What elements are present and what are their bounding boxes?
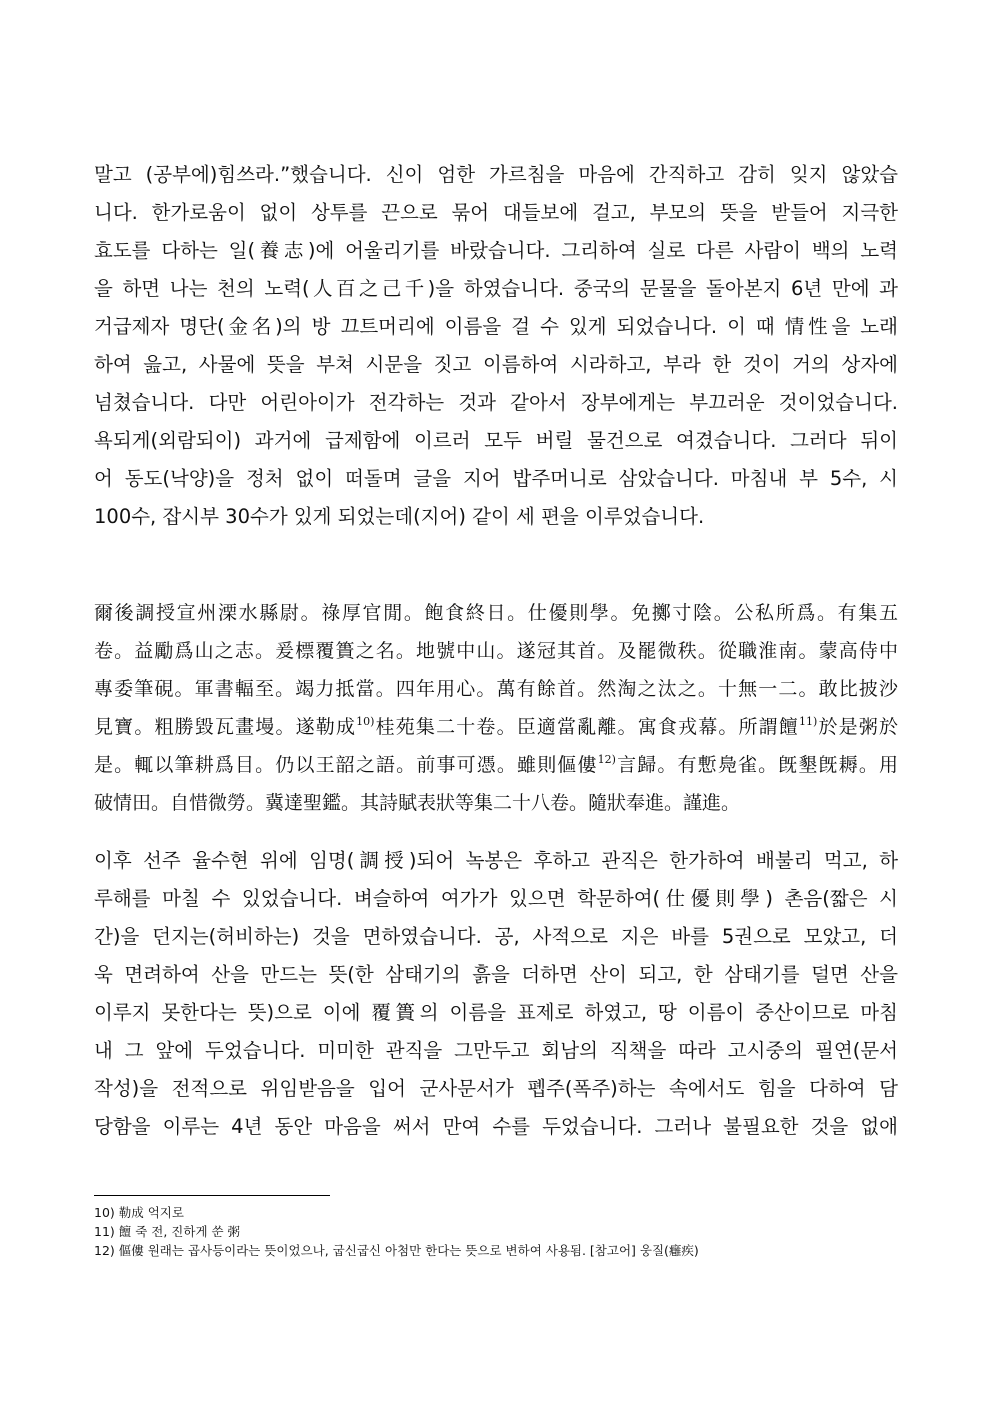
footnote-ref-11[interactable]: 11) — [799, 715, 818, 728]
text-line: 간)을 던지는(허비하는) 것을 면하였습니다. 공, 사적으로 지은 바를 5권으로 모았고, 더 — [94, 925, 898, 948]
text-line: 이후 선주 율수현 위에 임명(調授)되어 녹봉은 후하고 관직은 한가하여 배불리 먹고, 하 — [94, 849, 898, 872]
footnote-11: 11) 饘 죽 전, 진하게 쑨 粥 — [94, 1224, 241, 1239]
text-line: 당함을 이루는 4년 동안 마음을 써서 만여 수를 두었습니다. 그러나 불필요한 것을 없애 — [94, 1115, 898, 1138]
footnote-ref-12[interactable]: 12) — [597, 753, 616, 766]
text-line: 욕되게(외람되이) 과거에 급제함에 이르러 모두 버릴 물건으로 여겼습니다. 그러다 뒤이 — [94, 429, 898, 452]
hanja-line: 專委筆硯。軍書輻至。竭力抵當。四年用心。萬有餘首。然淘之汰之。十無一二。敢比披沙 — [94, 678, 898, 700]
text-line: 100수, 잡시부 30수가 있게 되었는데(지어) 같이 세 편을 이루었습니다. — [94, 505, 705, 528]
hanja-line — [94, 708, 898, 746]
footnotes — [94, 1203, 898, 1260]
text-line: 넘쳤습니다. 다만 어린아이가 전각하는 것과 같아서 장부에게는 부끄러운 것이었습니다. — [94, 391, 898, 414]
text-line: 이루지 못한다는 뜻)으로 이에 覆簣의 이름을 표제로 하였고, 땅 이름이 중산이므로 마침 — [94, 1001, 898, 1024]
text-line: 하여 읊고, 사물에 뜻을 부쳐 시문을 짓고 이름하여 시라하고, 부라 한 것이 거의 상자에 — [94, 353, 898, 376]
footnote-ref-10[interactable]: 10) — [356, 715, 375, 728]
text-line: 효도를 다하는 일(養志)에 어울리기를 바랐습니다. 그리하여 실로 다른 사람이 백의 노력 — [94, 239, 898, 262]
hanja-segment: 是。輒以筆耕爲目。仍以王韶之語。前事可憑。雖則傴僂 — [94, 754, 598, 776]
korean-paragraph-1 — [94, 156, 898, 536]
hanja-segment: 言歸。有慙鳧雀。旣墾旣耨。用 — [615, 754, 898, 776]
text-line: 어 동도(낙양)을 정처 없이 떠돌며 글을 지어 밥주머니로 삼았습니다. 마침내 부 5수, 시 — [94, 467, 898, 490]
text-line: 루해를 마칠 수 있었습니다. 벼슬하여 여가가 있으면 학문하여(仕優則學) 촌음(짧은 시 — [94, 887, 898, 910]
hanja-line: 破情田。自惜微勞。冀達聖鑑。其詩賦表狀等集二十八卷。隨狀奉進。謹進。 — [94, 792, 741, 814]
hanja-segment: 見寶。粗勝毀瓦畫墁。遂勒成 — [94, 716, 357, 738]
hanja-line — [94, 746, 898, 784]
hanja-segment: 桂苑集二十卷。臣適當亂離。寓食戎幕。所謂饘 — [374, 716, 800, 738]
hanja-line: 卷。益勵爲山之志。爰標覆簣之名。地號中山。遂冠其首。及罷微秩。從職淮南。蒙高侍中 — [94, 640, 898, 662]
korean-paragraph-2 — [94, 842, 898, 1146]
text-line: 을 하면 나는 천의 노력(人百之己千)을 하였습니다. 중국의 문물을 돌아본지 6년 만에 과 — [94, 277, 898, 300]
hanja-segment: 於是粥於 — [817, 716, 898, 738]
text-line: 말고 (공부에)힘쓰라.”했습니다. 신이 엄한 가르침을 마음에 간직하고 감히 잊지 않았습 — [94, 163, 898, 186]
hanja-line: 爾後調授宣州溧水縣尉。祿厚官閒。飽食終日。仕優則學。免擲寸陰。公私所爲。有集五 — [94, 602, 898, 624]
text-line: 작성)을 전적으로 위임받음을 입어 군사문서가 폡주(폭주)하는 속에서도 힘을 다하여 담 — [94, 1077, 898, 1100]
text-line: 욱 면려하여 산을 만드는 뜻(한 삼태기의 흙을 더하면 산이 되고, 한 삼태기를 덜면 산을 — [94, 963, 898, 986]
text-line: 니다. 한가로움이 없이 상투를 끈으로 묶어 대들보에 걸고, 부모의 뜻을 받들어 지극한 — [94, 201, 898, 224]
classical-chinese-paragraph — [94, 594, 898, 822]
footnote-12: 12) 傴僂 원래는 곱사등이라는 뜻이었으나, 굽신굽신 아첨만 한다는 뜻으로 변하여 사용됨. [참고어] 웅질(癰疾) — [94, 1243, 699, 1258]
footnote-10: 10) 勒成 억지로 — [94, 1205, 184, 1220]
footnote-separator — [94, 1195, 330, 1196]
text-line: 내 그 앞에 두었습니다. 미미한 관직을 그만두고 회남의 직책을 따라 고시중의 필연(문서 — [94, 1039, 898, 1062]
text-line: 거급제자 명단(金名)의 방 끄트머리에 이름을 걸 수 있게 되었습니다. 이 때 情性을 노래 — [94, 315, 898, 338]
